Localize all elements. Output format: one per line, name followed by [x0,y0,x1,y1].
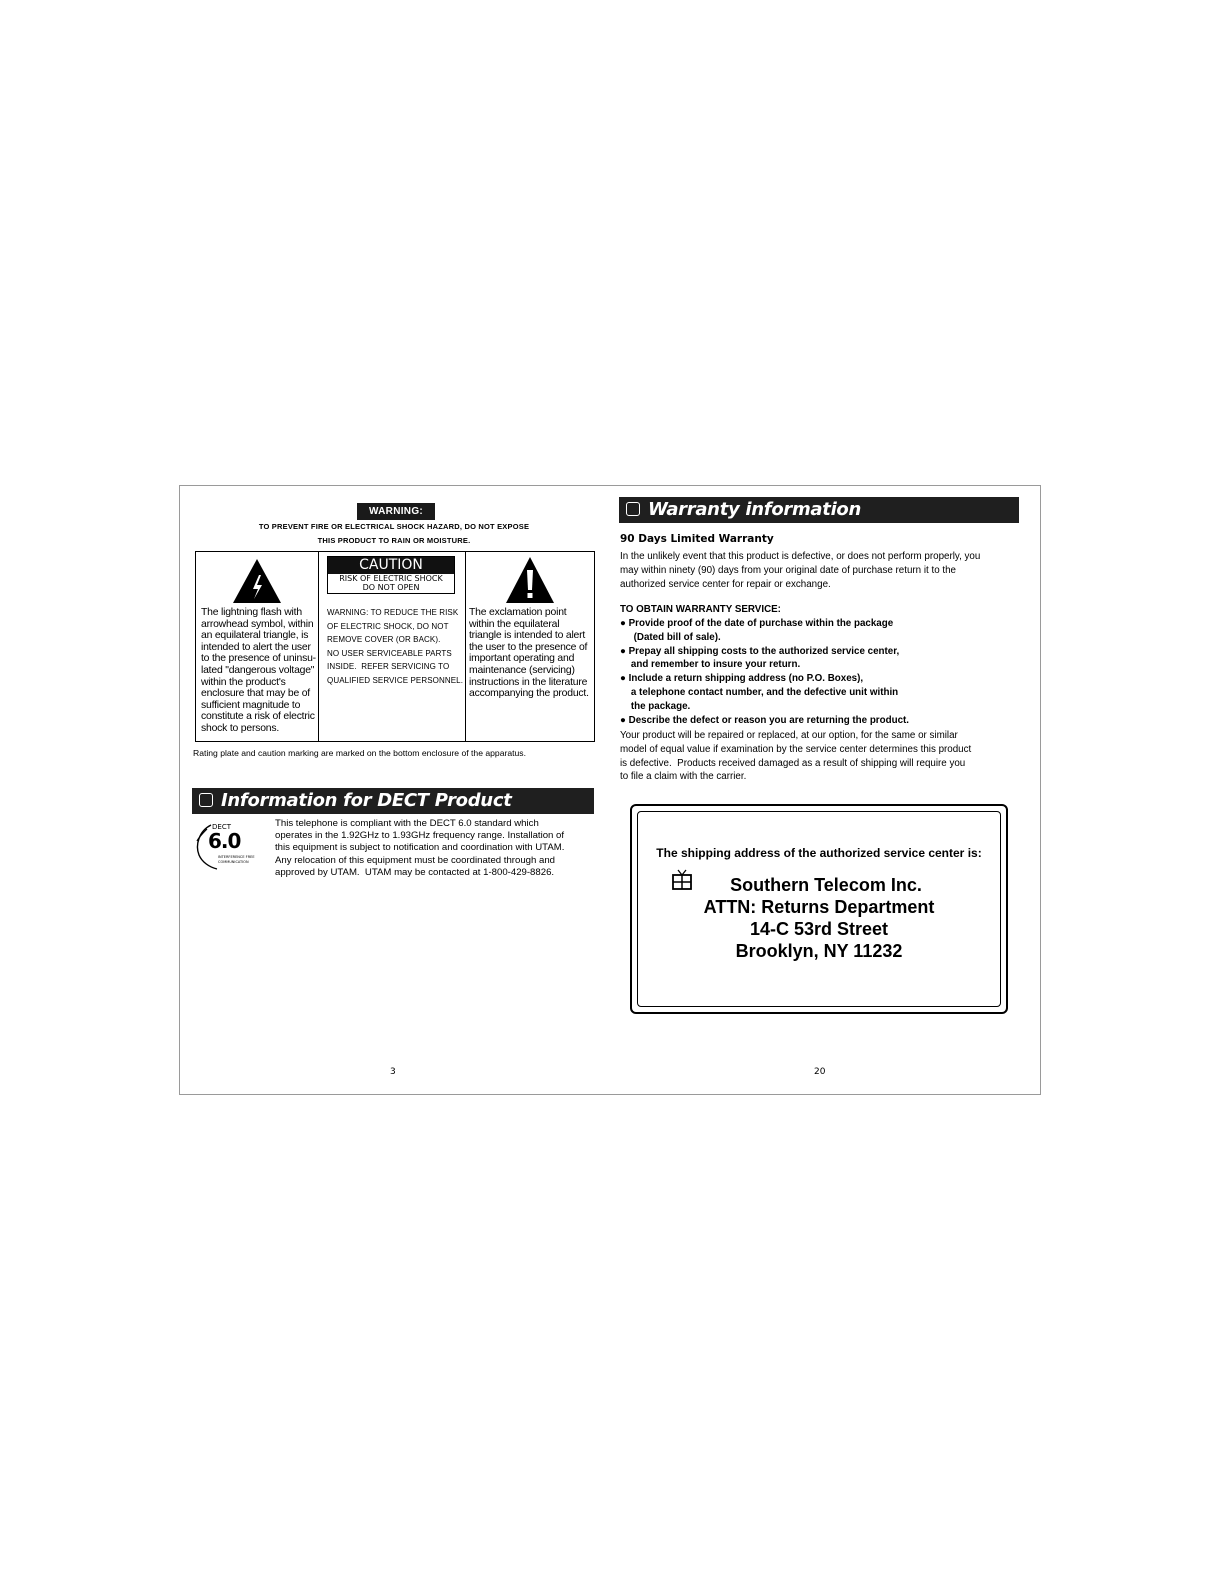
warranty-service-heading: TO OBTAIN WARRANTY SERVICE: [620,604,781,615]
dect-6-logo [193,821,265,871]
exclamation-warning-icon [505,556,555,604]
exclamation-description: The exclamation point within the equilateral triangle is intended to alert the user to the presence of important operating and maintenance (servicing) instructions in the literature accompanying the product. [469,607,589,700]
shipping-address-inner [637,811,1001,1007]
dect-section-header [192,788,594,814]
dect-version: 6.0 [208,829,241,853]
table-divider [318,552,319,741]
lightning-description: The lightning flash with arrowhead symbol, within an equilateral triangle, is intended to alert the user to the presence of uninsu- lated "dangerous voltage" within the product's enclosure that may be of sufficient magnitude to constitute a risk of electric shock to persons. [201,607,316,734]
address-street: 14-C 53rd Street [749,919,889,939]
brand-logo-icon [199,793,213,807]
safety-symbol-table [195,551,595,742]
address-company: Southern Telecom Inc. [730,875,922,895]
warranty-subtitle: 90 Days Limited Warranty [620,533,774,545]
address-city: Brooklyn, NY 11232 [735,941,903,961]
warranty-repair-text: Your product will be repaired or replaced, at our option, for the same or similar model of equal value if examination by the service center determines this product is defective. Products received damaged as a result of shipping will require you to file a claim with the carrier. [620,730,972,783]
warranty-section-title: Warranty information [648,499,862,520]
warranty-intro: In the unlikely event that this product is defective, or does not perform properly, you may within ninety (90) days from your original date of purchase return it to the authorized service center for repair or exchange. [620,551,981,590]
caution-line-2: DO NOT OPEN [362,583,420,592]
dect-tagline-1: INTERFERENCE FREE [218,855,255,859]
page-number-right: 20 [814,1067,826,1077]
warning-label: WARNING: [357,503,435,520]
dect-section-title: Information for DECT Product [221,790,512,811]
address-attn: ATTN: Returns Department [703,897,935,917]
table-divider [465,552,466,741]
caution-description: WARNING: TO REDUCE THE RISK OF ELECTRIC SHOCK, DO NOT REMOVE COVER (OR BACK). NO USER SERVICEABLE PARTS INSIDE. REFER SERVICING TO QUALIFIED SERVICE PERSONNEL. [327,608,464,685]
rating-note: Rating plate and caution marking are marked on the bottom enclosure of the apparatus. [193,748,526,758]
dect-small-text: DECT [212,823,231,831]
warning-line-2: THIS PRODUCT TO RAIN OR MOISTURE. [317,536,471,545]
manual-spread [179,485,1041,1095]
brand-logo-icon [626,502,640,516]
caution-label [327,556,455,594]
lightning-warning-icon [232,558,282,604]
caution-title: CAUTION [328,557,454,574]
warning-line-1: TO PREVENT FIRE OR ELECTRICAL SHOCK HAZARD, DO NOT EXPOSE [258,522,530,531]
shipping-address-box [630,804,1008,1014]
warranty-service-steps: ● Provide proof of the date of purchase within the package (Dated bill of sale). ● Prepay all shipping costs to the authorized service center, and remember to insure your return. ● Include a return shipping address (no P.O. Boxes), a telephone contact number, and the defective unit within the package. ● Describe the defect or reason you are returning the product. [620,618,909,726]
warranty-section-header [619,497,1019,523]
dect-description: This telephone is compliant with the DECT 6.0 standard which operates in the 1.92GHz to 1.93GHz frequency range. Installation of this equipment is subject to notification and coordination with UTAM. Any relocation of this equipment must be coordinated through and approved by UTAM. UTAM may be contacted at 1-800-429-8826. [275,818,565,878]
caution-line-1: RISK OF ELECTRIC SHOCK [339,574,443,583]
page-number-left: 3 [390,1067,396,1077]
shipping-address-intro: The shipping address of the authorized service center is: [656,846,982,860]
dect-tagline-2: COMMUNICATION [218,860,249,864]
